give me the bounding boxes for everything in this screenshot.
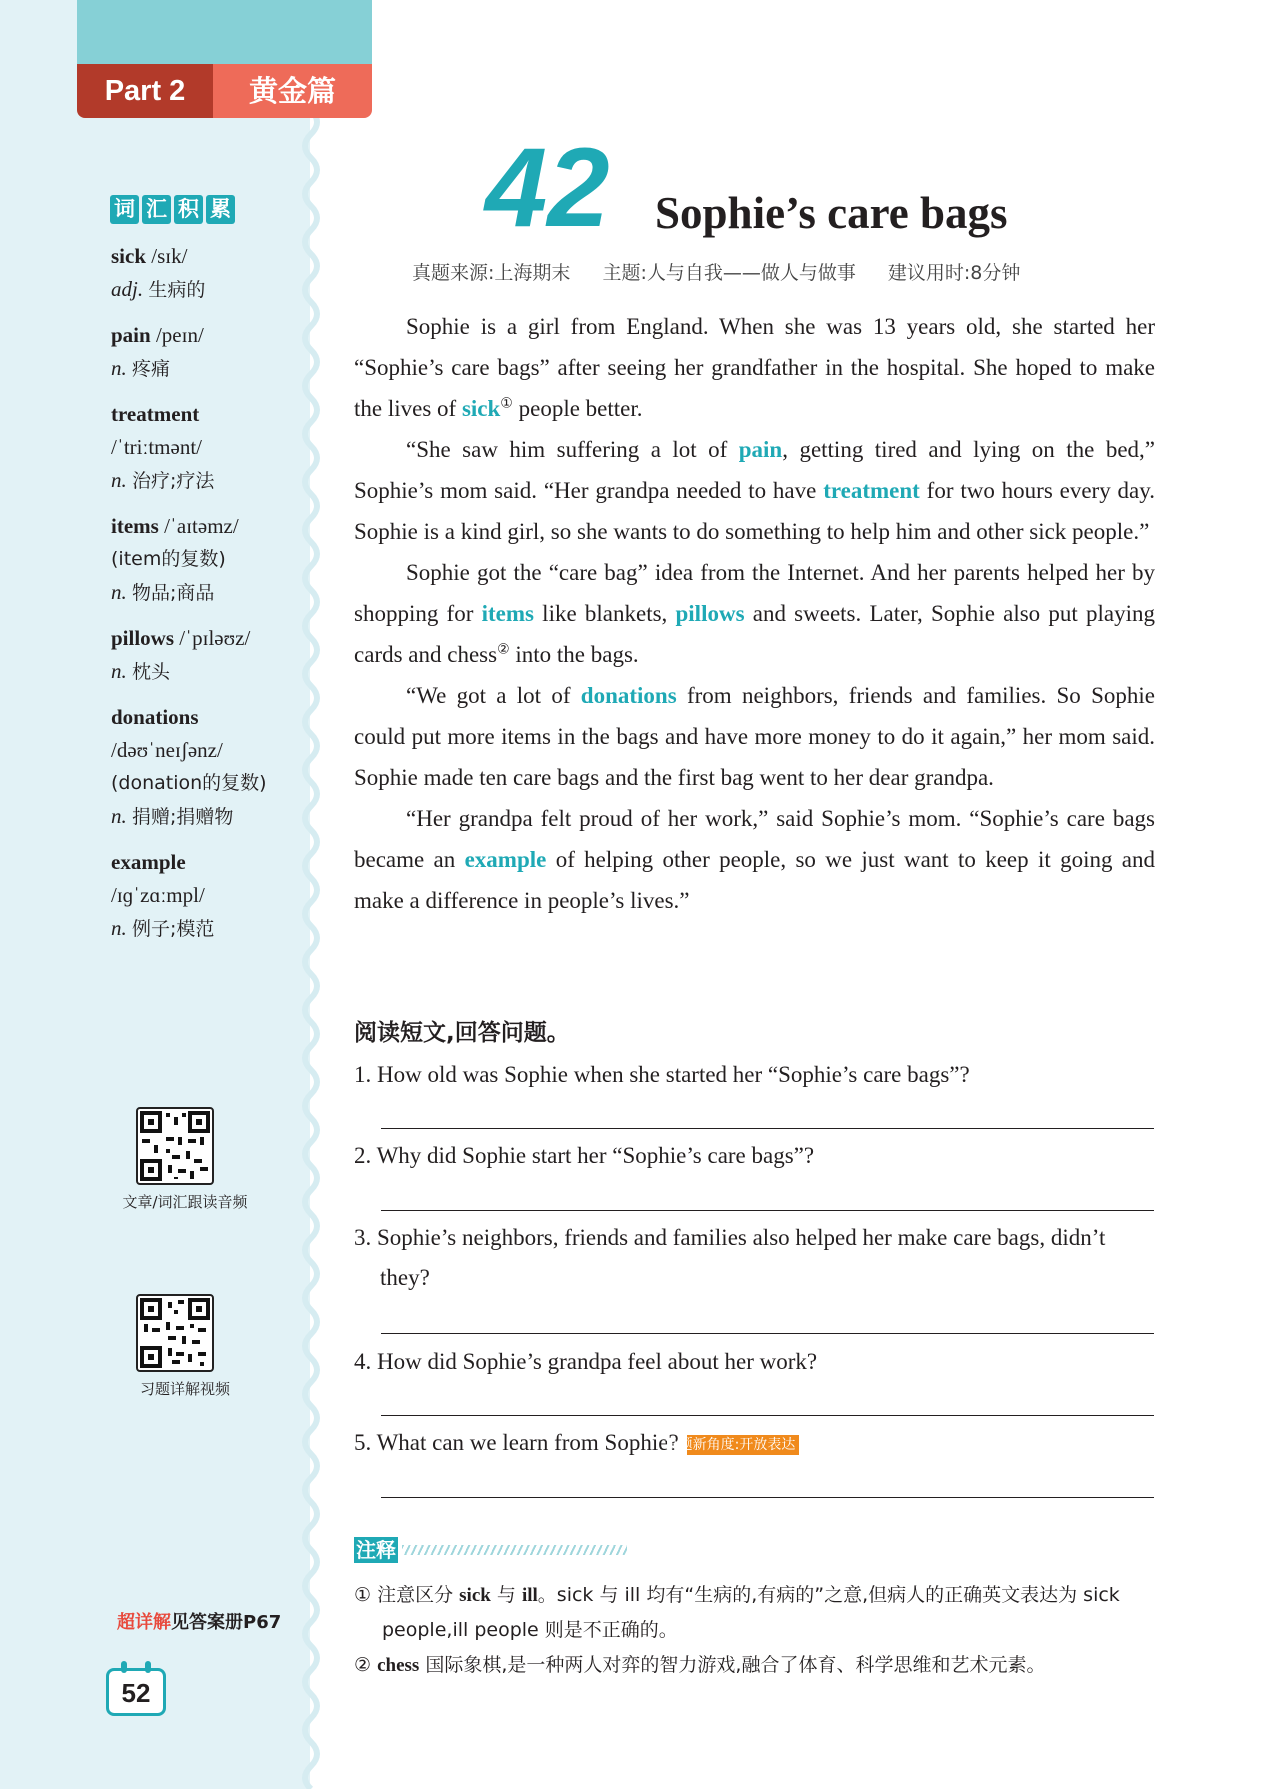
passage-paragraph: Sophie is a girl from England. When she was 13 years old, she started her “Sophie’s care bags” after seeing her grandfather in the hospital. She hoped to make the lives of sick① people better. — [354, 314, 1155, 421]
vocab-pos: n. — [111, 468, 127, 492]
answer-ref-page: P67 — [243, 1612, 282, 1633]
passage-paragraph: “She saw him suffering a lot of pain, getting tired and lying on the bed,” Sophie’s mom said. “Her grandpa needed to have treatment for two hours every day. Sophie is a kind girl, so she wants to do something to help him and other sick people.” — [354, 437, 1155, 544]
vocab-meaning: 物品;商品 — [132, 582, 215, 604]
keyword: donations — [580, 683, 677, 708]
question-text: 2. Why did Sophie start her “Sophie’s care bags”? — [354, 1143, 815, 1168]
vocab-entry — [111, 846, 311, 946]
reading-passage — [354, 306, 1155, 921]
question-3 — [354, 1218, 1159, 1298]
vocab-note: (donation的复数) — [111, 772, 267, 794]
notes-divider — [402, 1545, 627, 1555]
questions-heading: 阅读短文,回答问题。 — [354, 1020, 570, 1046]
passage-paragraph: “Her grandpa felt proud of her work,” said Sophie’s mom. “Sophie’s care bags became an example of helping other people, so we just want to keep it going and make a difference in people’s lives.” — [354, 806, 1155, 913]
passage-paragraph: Sophie got the “care bag” idea from the Internet. And her parents helped her by shopping for items like blankets, pillows and sweets. Later, Sophie also put playing cards and chess② into the bags. — [354, 560, 1155, 667]
keyword: items — [481, 601, 534, 626]
audio-qr-label: 文章/词汇跟读音频 — [122, 1193, 248, 1211]
vocab-phonetic: /peɪn/ — [155, 323, 204, 347]
keyword: sick — [461, 396, 501, 421]
vocab-meaning: 例子;模范 — [132, 918, 215, 940]
vocab-word: example — [111, 850, 186, 874]
answer-line-4[interactable] — [381, 1415, 1154, 1416]
lesson-theme: 主题:人与自我——做人与做事 — [602, 262, 856, 284]
lesson-meta — [412, 258, 1046, 285]
question-text: 1. How old was Sophie when she started her “Sophie’s care bags”? — [354, 1062, 970, 1087]
lesson-title: Sophie’s care bags — [655, 188, 1008, 238]
vocab-word: treatment — [111, 402, 200, 426]
vocab-heading-char: 累 — [206, 195, 235, 224]
footnote-marker: ② — [497, 642, 510, 658]
vocab-phonetic: /sɪk/ — [151, 244, 188, 268]
vocab-word: donations — [111, 705, 199, 729]
answer-line-5[interactable] — [381, 1497, 1154, 1498]
vocab-meaning: 捐赠;捐赠物 — [132, 806, 234, 828]
notes-heading — [354, 1537, 627, 1563]
keyword: pain — [738, 437, 783, 462]
vocab-pos: n. — [111, 804, 127, 828]
vocab-phonetic: /ˈaɪtəmz/ — [164, 514, 239, 538]
vocab-entry — [111, 319, 311, 386]
vocab-entry — [111, 701, 311, 834]
vocab-list — [111, 240, 311, 958]
vocab-meaning: 疼痛 — [132, 358, 171, 380]
vocab-word: pain — [111, 323, 151, 347]
vocab-heading — [110, 195, 235, 224]
vocab-heading-char: 汇 — [142, 195, 171, 224]
keyword: example — [464, 847, 547, 872]
answer-ref-text: 见答案册 — [171, 1612, 243, 1633]
question-text: 3. Sophie’s neighbors, friends and families also helped her make care bags, didn’t they? — [354, 1225, 1106, 1290]
vocab-meaning: 生病的 — [148, 279, 206, 301]
question-text: 4. How did Sophie’s grandpa feel about her work? — [354, 1349, 818, 1374]
keyword: treatment — [823, 478, 920, 503]
vocab-heading-char: 积 — [174, 195, 203, 224]
answer-line-2[interactable] — [381, 1210, 1154, 1211]
keyword: pillows — [675, 601, 745, 626]
note-2: ② chess 国际象棋,是一种两人对弈的智力游戏,融合了体育、科学思维和艺术元素。 — [354, 1654, 1046, 1676]
question-4 — [354, 1342, 1159, 1382]
vocab-entry — [111, 510, 311, 610]
header-tab-top — [77, 0, 372, 64]
lesson-number: 42 — [485, 125, 610, 250]
vocab-word: items — [111, 514, 159, 538]
vocab-word: pillows — [111, 626, 175, 650]
question-2 — [354, 1136, 1159, 1176]
qr-code-icon — [138, 1109, 212, 1183]
notes — [354, 1578, 1169, 1683]
qr-code-icon — [138, 1296, 212, 1370]
page-number: 52 — [106, 1668, 166, 1716]
vocab-phonetic: /ɪɡˈzɑːmpl/ — [111, 883, 205, 907]
passage-paragraph: “We got a lot of donations from neighbors, friends and families. So Sophie could put more items in the bags and have more money to do it again,” her mom said. Sophie made ten care bags and the first bag went to her dear grandpa. — [354, 683, 1155, 790]
footnote-marker: ① — [500, 396, 513, 412]
vocab-phonetic: /ˈpɪləʊz/ — [179, 626, 251, 650]
video-qr-code[interactable] — [136, 1294, 214, 1372]
answer-line-3[interactable] — [381, 1333, 1154, 1334]
answer-ref-highlight: 超详解 — [117, 1612, 171, 1633]
question-5 — [354, 1423, 1159, 1463]
notes-badge: 注释 — [356, 1538, 396, 1562]
vocab-pos: n. — [111, 580, 127, 604]
vocab-meaning: 治疗;疗法 — [132, 470, 215, 492]
vocab-entry — [111, 622, 311, 689]
answer-line-1[interactable] — [381, 1128, 1154, 1129]
vocab-phonetic: /ˈtriːtmənt/ — [111, 435, 202, 459]
vocab-entry — [111, 398, 311, 498]
vocab-phonetic: /dəʊˈneɪʃənz/ — [111, 738, 223, 762]
vocab-pos: n. — [111, 659, 127, 683]
video-qr-label: 习题详解视频 — [139, 1380, 230, 1398]
vocab-pos: adj. — [111, 277, 144, 301]
section-label: 黄金篇 — [213, 64, 372, 118]
lesson-time: 建议用时:8分钟 — [887, 262, 1021, 284]
vocab-entry — [111, 240, 311, 307]
question-text: 5. What can we learn from Sophie? — [354, 1430, 679, 1455]
note-1: ① 注意区分 sick 与 ill。sick 与 ill 均有“生病的,有病的”之意,但病人的正确英文表达为 sick people,ill people 则是不正确的。 — [354, 1584, 1120, 1641]
vocab-heading-char: 词 — [110, 195, 139, 224]
audio-qr-code[interactable] — [136, 1107, 214, 1185]
part-label: Part 2 — [77, 64, 213, 118]
question-1 — [354, 1055, 1159, 1095]
vocab-meaning: 枕头 — [132, 661, 171, 683]
vocab-pos: n. — [111, 356, 127, 380]
question-tag: 设题新角度:开放表达 — [687, 1435, 800, 1455]
vocab-word: sick — [111, 244, 147, 268]
vocab-pos: n. — [111, 916, 127, 940]
vocab-note: (item的复数) — [111, 548, 226, 570]
answer-reference — [117, 1608, 281, 1634]
lesson-source: 真题来源:上海期末 — [412, 262, 571, 284]
